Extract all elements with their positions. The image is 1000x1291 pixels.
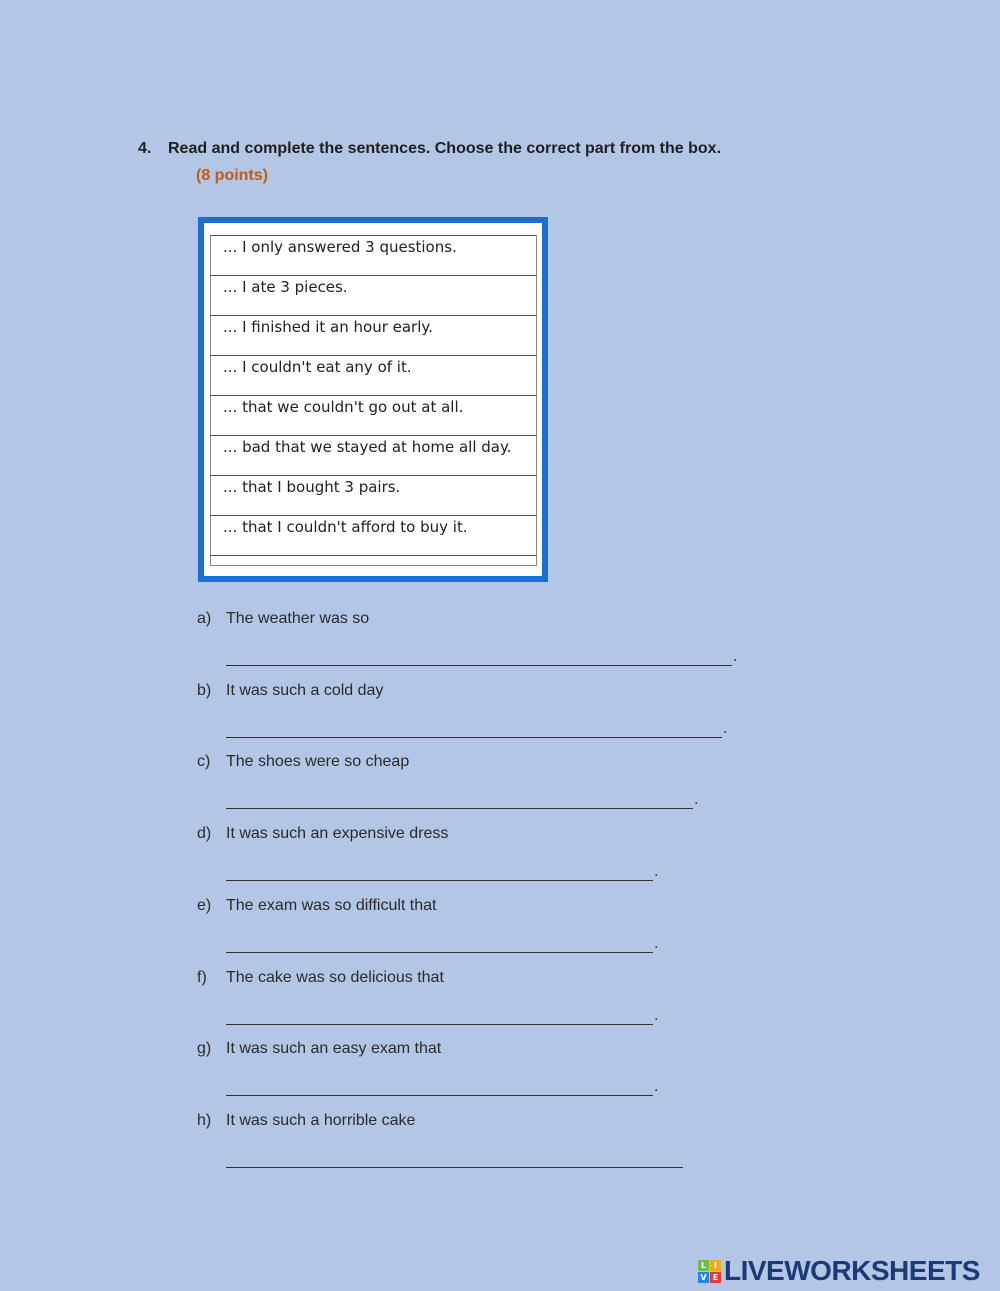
- answer-end-period: .: [733, 648, 738, 665]
- option-row: [211, 516, 537, 556]
- option-text: ... bad that we stayed at home all day.: [211, 436, 537, 476]
- logo-block: L: [698, 1260, 709, 1271]
- sentence-item: [197, 753, 409, 771]
- sentence-letter: a): [197, 610, 212, 627]
- sentence-letter: d): [197, 825, 212, 843]
- option-row: [211, 356, 537, 396]
- liveworksheets-logo: [698, 1256, 980, 1286]
- sentence-letter: g): [197, 1040, 212, 1058]
- option-text: ... that I bought 3 pairs.: [211, 476, 537, 516]
- sentence-text: It was such a horrible cake: [226, 1111, 416, 1129]
- option-row: [211, 236, 537, 276]
- answer-end-period: .: [694, 791, 699, 809]
- option-row: [211, 316, 537, 356]
- sentence-item: [197, 825, 448, 843]
- sentence-letter: h): [197, 1111, 212, 1129]
- answer-end-period: .: [654, 934, 659, 952]
- option-row: [211, 476, 537, 516]
- task-heading: [138, 140, 721, 158]
- sentence-letter: f): [197, 968, 207, 986]
- answer-input-line[interactable]: [226, 952, 653, 953]
- logo-blocks-icon: [698, 1260, 721, 1283]
- option-text: ... that we couldn't go out at all.: [211, 396, 537, 436]
- options-box: [198, 217, 548, 582]
- sentence-text: The weather was so: [226, 610, 370, 627]
- answer-input-line[interactable]: [226, 808, 693, 809]
- answer-input-line[interactable]: [226, 737, 722, 738]
- option-text: ... I ate 3 pieces.: [211, 276, 537, 316]
- answer-input-line[interactable]: [226, 665, 732, 666]
- option-spacer-cell: [211, 556, 537, 566]
- options-table: [210, 235, 537, 566]
- sentence-text: The cake was so delicious that: [226, 968, 444, 986]
- sentence-text: It was such an expensive dress: [226, 825, 449, 843]
- answer-input-line[interactable]: [226, 1024, 653, 1025]
- logo-text: LIVEWORKSHEETS: [724, 1255, 980, 1286]
- logo-block: I: [710, 1260, 721, 1271]
- option-text: ... I couldn't eat any of it.: [211, 356, 537, 396]
- sentence-item: [197, 1112, 415, 1130]
- option-text: ... I finished it an hour early.: [211, 316, 537, 356]
- answer-end-period: .: [654, 1078, 659, 1096]
- task-points: (8 points): [196, 167, 268, 184]
- answer-end-period: .: [654, 863, 659, 881]
- sentence-letter: b): [197, 681, 212, 699]
- sentence-item: [197, 969, 444, 987]
- sentence-item: [197, 1040, 441, 1058]
- sentence-item: [197, 682, 383, 700]
- sentence-text: The shoes were so cheap: [226, 753, 410, 771]
- sentence-letter: e): [197, 896, 212, 914]
- answer-end-period: .: [654, 1006, 659, 1024]
- option-row: [211, 436, 537, 476]
- option-row-spacer: [211, 556, 537, 566]
- answer-input-line[interactable]: [226, 1095, 653, 1096]
- option-text: ... that I couldn't afford to buy it.: [211, 516, 537, 556]
- task-instruction: Read and complete the sentences. Choose the correct part from the box.: [168, 140, 722, 157]
- answer-input-line[interactable]: [226, 880, 653, 881]
- option-row: [211, 276, 537, 316]
- answer-input-line[interactable]: [226, 1167, 683, 1168]
- sentence-text: It was such an easy exam that: [226, 1040, 442, 1058]
- logo-block: E: [710, 1272, 721, 1283]
- sentence-item: [197, 610, 369, 628]
- sentence-text: It was such a cold day: [226, 681, 384, 699]
- logo-block: V: [698, 1272, 709, 1283]
- option-text: ... I only answered 3 questions.: [211, 236, 537, 276]
- sentence-text: The exam was so difficult that: [226, 896, 437, 914]
- task-number: 4.: [138, 140, 152, 157]
- sentence-letter: c): [197, 753, 211, 771]
- answer-end-period: .: [723, 719, 728, 737]
- sentence-item: [197, 897, 436, 915]
- option-row: [211, 396, 537, 436]
